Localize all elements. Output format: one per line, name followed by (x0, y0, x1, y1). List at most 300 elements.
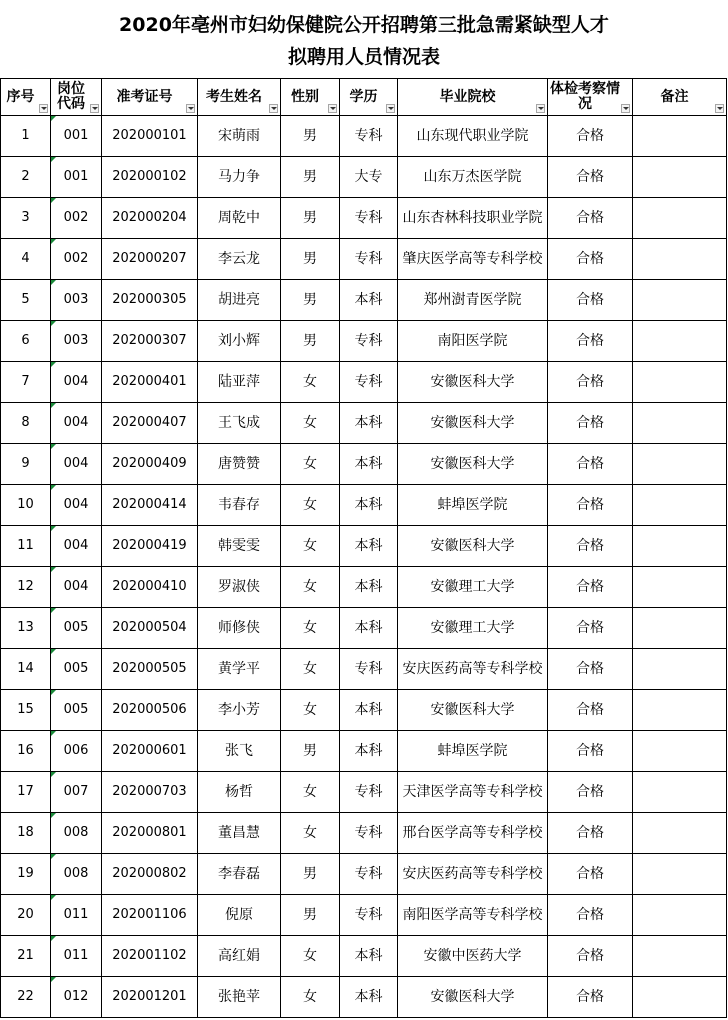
cell-gender[interactable] (281, 157, 340, 198)
cell-school[interactable] (398, 772, 548, 813)
cell-text: 001 (63, 128, 89, 143)
cell-note[interactable] (633, 813, 727, 854)
cell-text: 005 (63, 702, 89, 717)
cell-no[interactable] (1, 854, 51, 895)
cell-check[interactable] (548, 239, 633, 280)
cell-no[interactable] (1, 731, 51, 772)
cell-text: 5 (21, 292, 30, 307)
cell-text: 倪原 (225, 907, 253, 923)
cell-note[interactable] (633, 854, 727, 895)
cell-text: 专科 (354, 210, 383, 226)
cell-text: 202000504 (112, 620, 187, 635)
cell-note[interactable] (633, 690, 727, 731)
column-label: 毕业院校 (439, 88, 496, 105)
cell-exam-id[interactable] (102, 813, 198, 854)
cell-code[interactable] (51, 731, 102, 772)
cell-school[interactable] (398, 485, 548, 526)
text-number-indicator-icon (51, 362, 56, 367)
cell-text: 008 (63, 825, 89, 840)
cell-gender[interactable] (281, 895, 340, 936)
cell-name[interactable] (198, 198, 281, 239)
filter-dropdown-icon[interactable] (621, 104, 630, 113)
cell-note[interactable] (633, 485, 727, 526)
cell-name[interactable] (198, 116, 281, 157)
cell-note[interactable] (633, 608, 727, 649)
cell-name[interactable] (198, 977, 281, 1018)
cell-check[interactable] (548, 772, 633, 813)
cell-education[interactable] (340, 321, 398, 362)
cell-text: 202000409 (112, 456, 187, 471)
cell-text: 合格 (576, 538, 604, 554)
filter-dropdown-icon[interactable] (269, 104, 278, 113)
cell-gender[interactable] (281, 116, 340, 157)
filter-dropdown-icon[interactable] (39, 104, 48, 113)
table-row (1, 444, 727, 485)
cell-text: 202001102 (112, 948, 187, 963)
cell-text: 1 (21, 128, 30, 143)
cell-no[interactable] (1, 895, 51, 936)
cell-no[interactable] (1, 649, 51, 690)
cell-code[interactable] (51, 895, 102, 936)
cell-name[interactable] (198, 854, 281, 895)
filter-dropdown-icon[interactable] (386, 104, 395, 113)
cell-text: 6 (21, 333, 30, 348)
cell-no[interactable] (1, 157, 51, 198)
cell-gender[interactable] (281, 977, 340, 1018)
text-number-indicator-icon (51, 567, 56, 572)
cell-check[interactable] (548, 608, 633, 649)
text-number-indicator-icon (51, 157, 56, 162)
cell-check[interactable] (548, 198, 633, 239)
cell-text: 安徽医科大学 (430, 456, 515, 472)
cell-education[interactable] (340, 649, 398, 690)
cell-text: 邢台医学高等专科学校 (402, 825, 543, 841)
table-row (1, 977, 727, 1018)
cell-school[interactable] (398, 895, 548, 936)
cell-code[interactable] (51, 362, 102, 403)
cell-school[interactable] (398, 649, 548, 690)
cell-exam-id[interactable] (102, 444, 198, 485)
cell-exam-id[interactable] (102, 895, 198, 936)
cell-gender[interactable] (281, 731, 340, 772)
cell-name[interactable] (198, 280, 281, 321)
cell-school[interactable] (398, 280, 548, 321)
cell-note[interactable] (633, 895, 727, 936)
cell-check[interactable] (548, 403, 633, 444)
cell-note[interactable] (633, 649, 727, 690)
cell-name[interactable] (198, 157, 281, 198)
cell-text: 合格 (576, 497, 604, 513)
cell-gender[interactable] (281, 403, 340, 444)
cell-note[interactable] (633, 239, 727, 280)
filter-dropdown-icon[interactable] (90, 104, 99, 113)
cell-text: 202000801 (112, 825, 187, 840)
cell-text: 7 (21, 374, 30, 389)
text-number-indicator-icon (51, 608, 56, 613)
cell-education[interactable] (340, 239, 398, 280)
cell-exam-id[interactable] (102, 772, 198, 813)
cell-text: 马力争 (218, 169, 260, 185)
cell-text: 张飞 (225, 743, 253, 759)
cell-check[interactable] (548, 854, 633, 895)
cell-name[interactable] (198, 403, 281, 444)
cell-exam-id[interactable] (102, 485, 198, 526)
cell-no[interactable] (1, 977, 51, 1018)
cell-exam-id[interactable] (102, 362, 198, 403)
cell-code[interactable] (51, 936, 102, 977)
cell-gender[interactable] (281, 649, 340, 690)
cell-code[interactable] (51, 321, 102, 362)
cell-text: 罗淑侠 (218, 579, 260, 595)
cell-no[interactable] (1, 198, 51, 239)
cell-text: 202000307 (112, 333, 187, 348)
cell-text: 蚌埠医学院 (437, 743, 508, 759)
cell-code[interactable] (51, 485, 102, 526)
filter-dropdown-icon[interactable] (328, 104, 337, 113)
cell-text: 13 (17, 620, 34, 635)
cell-no[interactable] (1, 362, 51, 403)
cell-code[interactable] (51, 690, 102, 731)
cell-school[interactable] (398, 977, 548, 1018)
cell-exam-id[interactable] (102, 198, 198, 239)
cell-check[interactable] (548, 731, 633, 772)
cell-school[interactable] (398, 239, 548, 280)
cell-check[interactable] (548, 690, 633, 731)
cell-gender[interactable] (281, 239, 340, 280)
cell-code[interactable] (51, 813, 102, 854)
cell-gender[interactable] (281, 198, 340, 239)
cell-note[interactable] (633, 198, 727, 239)
cell-exam-id[interactable] (102, 936, 198, 977)
cell-gender[interactable] (281, 608, 340, 649)
cell-code[interactable] (51, 280, 102, 321)
cell-code[interactable] (51, 198, 102, 239)
cell-text: 男 (303, 333, 317, 349)
cell-gender[interactable] (281, 936, 340, 977)
cell-text: 012 (63, 989, 89, 1004)
cell-code[interactable] (51, 854, 102, 895)
cell-education[interactable] (340, 526, 398, 567)
cell-education[interactable] (340, 731, 398, 772)
cell-name[interactable] (198, 813, 281, 854)
cell-note[interactable] (633, 157, 727, 198)
table-row (1, 280, 727, 321)
table-row (1, 936, 727, 977)
table-row (1, 690, 727, 731)
cell-education[interactable] (340, 772, 398, 813)
cell-name[interactable] (198, 362, 281, 403)
cell-education[interactable] (340, 813, 398, 854)
cell-note[interactable] (633, 772, 727, 813)
cell-name[interactable] (198, 608, 281, 649)
cell-exam-id[interactable] (102, 239, 198, 280)
cell-exam-id[interactable] (102, 403, 198, 444)
cell-note[interactable] (633, 936, 727, 977)
cell-text: 董昌慧 (218, 825, 260, 841)
cell-note[interactable] (633, 731, 727, 772)
cell-text: 本科 (354, 497, 383, 513)
cell-code[interactable] (51, 772, 102, 813)
cell-exam-id[interactable] (102, 280, 198, 321)
cell-text: 肇庆医学高等专科学校 (402, 251, 543, 267)
cell-name[interactable] (198, 239, 281, 280)
filter-dropdown-icon[interactable] (536, 104, 545, 113)
cell-code[interactable] (51, 649, 102, 690)
cell-text: 合格 (576, 948, 604, 964)
cell-exam-id[interactable] (102, 690, 198, 731)
cell-text: 胡进亮 (218, 292, 260, 308)
cell-education[interactable] (340, 567, 398, 608)
cell-note[interactable] (633, 116, 727, 157)
cell-education[interactable] (340, 362, 398, 403)
cell-education[interactable] (340, 895, 398, 936)
cell-check[interactable] (548, 936, 633, 977)
cell-text: 合格 (576, 210, 604, 226)
cell-no[interactable] (1, 608, 51, 649)
cell-check[interactable] (548, 280, 633, 321)
cell-school[interactable] (398, 813, 548, 854)
cell-code[interactable] (51, 403, 102, 444)
cell-exam-id[interactable] (102, 526, 198, 567)
filter-dropdown-icon[interactable] (186, 104, 195, 113)
table-row (1, 362, 727, 403)
cell-exam-id[interactable] (102, 731, 198, 772)
cell-code[interactable] (51, 116, 102, 157)
cell-note[interactable] (633, 280, 727, 321)
cell-exam-id[interactable] (102, 649, 198, 690)
cell-name[interactable] (198, 567, 281, 608)
cell-school[interactable] (398, 362, 548, 403)
text-number-indicator-icon (51, 649, 56, 654)
cell-no[interactable] (1, 772, 51, 813)
cell-text: 安徽医科大学 (430, 989, 515, 1005)
cell-check[interactable] (548, 321, 633, 362)
cell-school[interactable] (398, 116, 548, 157)
column-header-name (198, 79, 281, 116)
cell-gender[interactable] (281, 321, 340, 362)
filter-dropdown-icon[interactable] (715, 104, 724, 113)
cell-school[interactable] (398, 321, 548, 362)
cell-no[interactable] (1, 485, 51, 526)
cell-gender[interactable] (281, 690, 340, 731)
cell-text: 202000102 (112, 169, 187, 184)
cell-name[interactable] (198, 526, 281, 567)
cell-note[interactable] (633, 362, 727, 403)
cell-code[interactable] (51, 239, 102, 280)
cell-check[interactable] (548, 649, 633, 690)
cell-education[interactable] (340, 444, 398, 485)
cell-text: 合格 (576, 579, 604, 595)
cell-education[interactable] (340, 608, 398, 649)
cell-note[interactable] (633, 526, 727, 567)
cell-exam-id[interactable] (102, 854, 198, 895)
cell-no[interactable] (1, 239, 51, 280)
cell-text: 李云龙 (218, 251, 260, 267)
column-label: 性别 (291, 88, 319, 105)
cell-school[interactable] (398, 854, 548, 895)
cell-education[interactable] (340, 157, 398, 198)
cell-text: 11 (17, 538, 34, 553)
cell-name[interactable] (198, 936, 281, 977)
cell-text: 本科 (354, 538, 383, 554)
cell-school[interactable] (398, 526, 548, 567)
text-number-indicator-icon (51, 813, 56, 818)
cell-exam-id[interactable] (102, 157, 198, 198)
cell-gender[interactable] (281, 444, 340, 485)
cell-text: 10 (17, 497, 34, 512)
cell-check[interactable] (548, 362, 633, 403)
cell-school[interactable] (398, 936, 548, 977)
cell-education[interactable] (340, 977, 398, 1018)
table-body (1, 116, 727, 1018)
cell-gender[interactable] (281, 772, 340, 813)
cell-check[interactable] (548, 116, 633, 157)
cell-no[interactable] (1, 526, 51, 567)
cell-text: 安徽医科大学 (430, 415, 515, 431)
cell-text: 专科 (354, 825, 383, 841)
cell-note[interactable] (633, 321, 727, 362)
cell-gender[interactable] (281, 813, 340, 854)
cell-text: 女 (303, 948, 317, 964)
cell-education[interactable] (340, 116, 398, 157)
cell-text: 4 (21, 251, 30, 266)
cell-school[interactable] (398, 690, 548, 731)
cell-check[interactable] (548, 977, 633, 1018)
cell-gender[interactable] (281, 362, 340, 403)
cell-school[interactable] (398, 157, 548, 198)
cell-note[interactable] (633, 403, 727, 444)
column-label: 体检考察情况 (550, 81, 620, 112)
cell-no[interactable] (1, 403, 51, 444)
cell-text: 安徽中医药大学 (423, 948, 522, 964)
column-label: 岗位代码 (57, 81, 85, 112)
cell-text: 011 (63, 948, 89, 963)
cell-note[interactable] (633, 567, 727, 608)
cell-text: 16 (17, 743, 34, 758)
text-number-indicator-icon (51, 690, 56, 695)
cell-text: 本科 (354, 415, 383, 431)
cell-no[interactable] (1, 690, 51, 731)
cell-school[interactable] (398, 403, 548, 444)
cell-text: 004 (63, 415, 89, 430)
cell-name[interactable] (198, 772, 281, 813)
cell-text: 李春磊 (218, 866, 260, 882)
cell-school[interactable] (398, 567, 548, 608)
column-header-gender (281, 79, 340, 116)
table-row (1, 198, 727, 239)
cell-text: 宋萌雨 (218, 128, 260, 144)
cell-no[interactable] (1, 444, 51, 485)
cell-code[interactable] (51, 977, 102, 1018)
cell-text: 女 (303, 784, 317, 800)
cell-gender[interactable] (281, 854, 340, 895)
title-line-2: 拟聘用人员情况表 (287, 46, 440, 68)
cell-no[interactable] (1, 567, 51, 608)
cell-text: 003 (63, 292, 89, 307)
cell-no[interactable] (1, 280, 51, 321)
cell-school[interactable] (398, 731, 548, 772)
cell-text: 合格 (576, 825, 604, 841)
cell-name[interactable] (198, 731, 281, 772)
cell-exam-id[interactable] (102, 321, 198, 362)
cell-text: 男 (303, 128, 317, 144)
cell-check[interactable] (548, 157, 633, 198)
cell-check[interactable] (548, 444, 633, 485)
cell-text: 202000414 (112, 497, 187, 512)
cell-check[interactable] (548, 895, 633, 936)
cell-gender[interactable] (281, 567, 340, 608)
cell-education[interactable] (340, 485, 398, 526)
cell-exam-id[interactable] (102, 567, 198, 608)
cell-education[interactable] (340, 403, 398, 444)
text-number-indicator-icon (51, 321, 56, 326)
cell-check[interactable] (548, 526, 633, 567)
table-row (1, 567, 727, 608)
cell-education[interactable] (340, 854, 398, 895)
cell-text: 8 (21, 415, 30, 430)
cell-gender[interactable] (281, 526, 340, 567)
text-number-indicator-icon (51, 239, 56, 244)
cell-name[interactable] (198, 649, 281, 690)
cell-gender[interactable] (281, 280, 340, 321)
cell-text: 本科 (354, 620, 383, 636)
cell-no[interactable] (1, 321, 51, 362)
cell-check[interactable] (548, 485, 633, 526)
cell-education[interactable] (340, 690, 398, 731)
cell-name[interactable] (198, 485, 281, 526)
cell-code[interactable] (51, 444, 102, 485)
cell-code[interactable] (51, 567, 102, 608)
table-row (1, 485, 727, 526)
cell-name[interactable] (198, 690, 281, 731)
cell-education[interactable] (340, 280, 398, 321)
cell-exam-id[interactable] (102, 116, 198, 157)
cell-text: 202000204 (112, 210, 187, 225)
cell-exam-id[interactable] (102, 608, 198, 649)
cell-text: 22 (17, 989, 34, 1004)
cell-no[interactable] (1, 116, 51, 157)
cell-education[interactable] (340, 936, 398, 977)
cell-gender[interactable] (281, 485, 340, 526)
cell-code[interactable] (51, 608, 102, 649)
cell-name[interactable] (198, 444, 281, 485)
cell-name[interactable] (198, 895, 281, 936)
column-header-education (340, 79, 398, 116)
cell-no[interactable] (1, 813, 51, 854)
cell-note[interactable] (633, 444, 727, 485)
cell-name[interactable] (198, 321, 281, 362)
cell-school[interactable] (398, 444, 548, 485)
cell-text: 天津医学高等专科学校 (402, 784, 543, 800)
cell-check[interactable] (548, 567, 633, 608)
cell-school[interactable] (398, 608, 548, 649)
cell-text: 南阳医学高等专科学校 (402, 907, 543, 923)
cell-exam-id[interactable] (102, 977, 198, 1018)
cell-education[interactable] (340, 198, 398, 239)
cell-note[interactable] (633, 977, 727, 1018)
cell-text: 周乾中 (218, 210, 260, 226)
cell-code[interactable] (51, 526, 102, 567)
text-number-indicator-icon (51, 772, 56, 777)
cell-check[interactable] (548, 813, 633, 854)
cell-text: 004 (63, 456, 89, 471)
cell-school[interactable] (398, 198, 548, 239)
cell-text: 专科 (354, 333, 383, 349)
cell-no[interactable] (1, 936, 51, 977)
cell-text: 专科 (354, 128, 383, 144)
cell-code[interactable] (51, 157, 102, 198)
text-number-indicator-icon (51, 280, 56, 285)
